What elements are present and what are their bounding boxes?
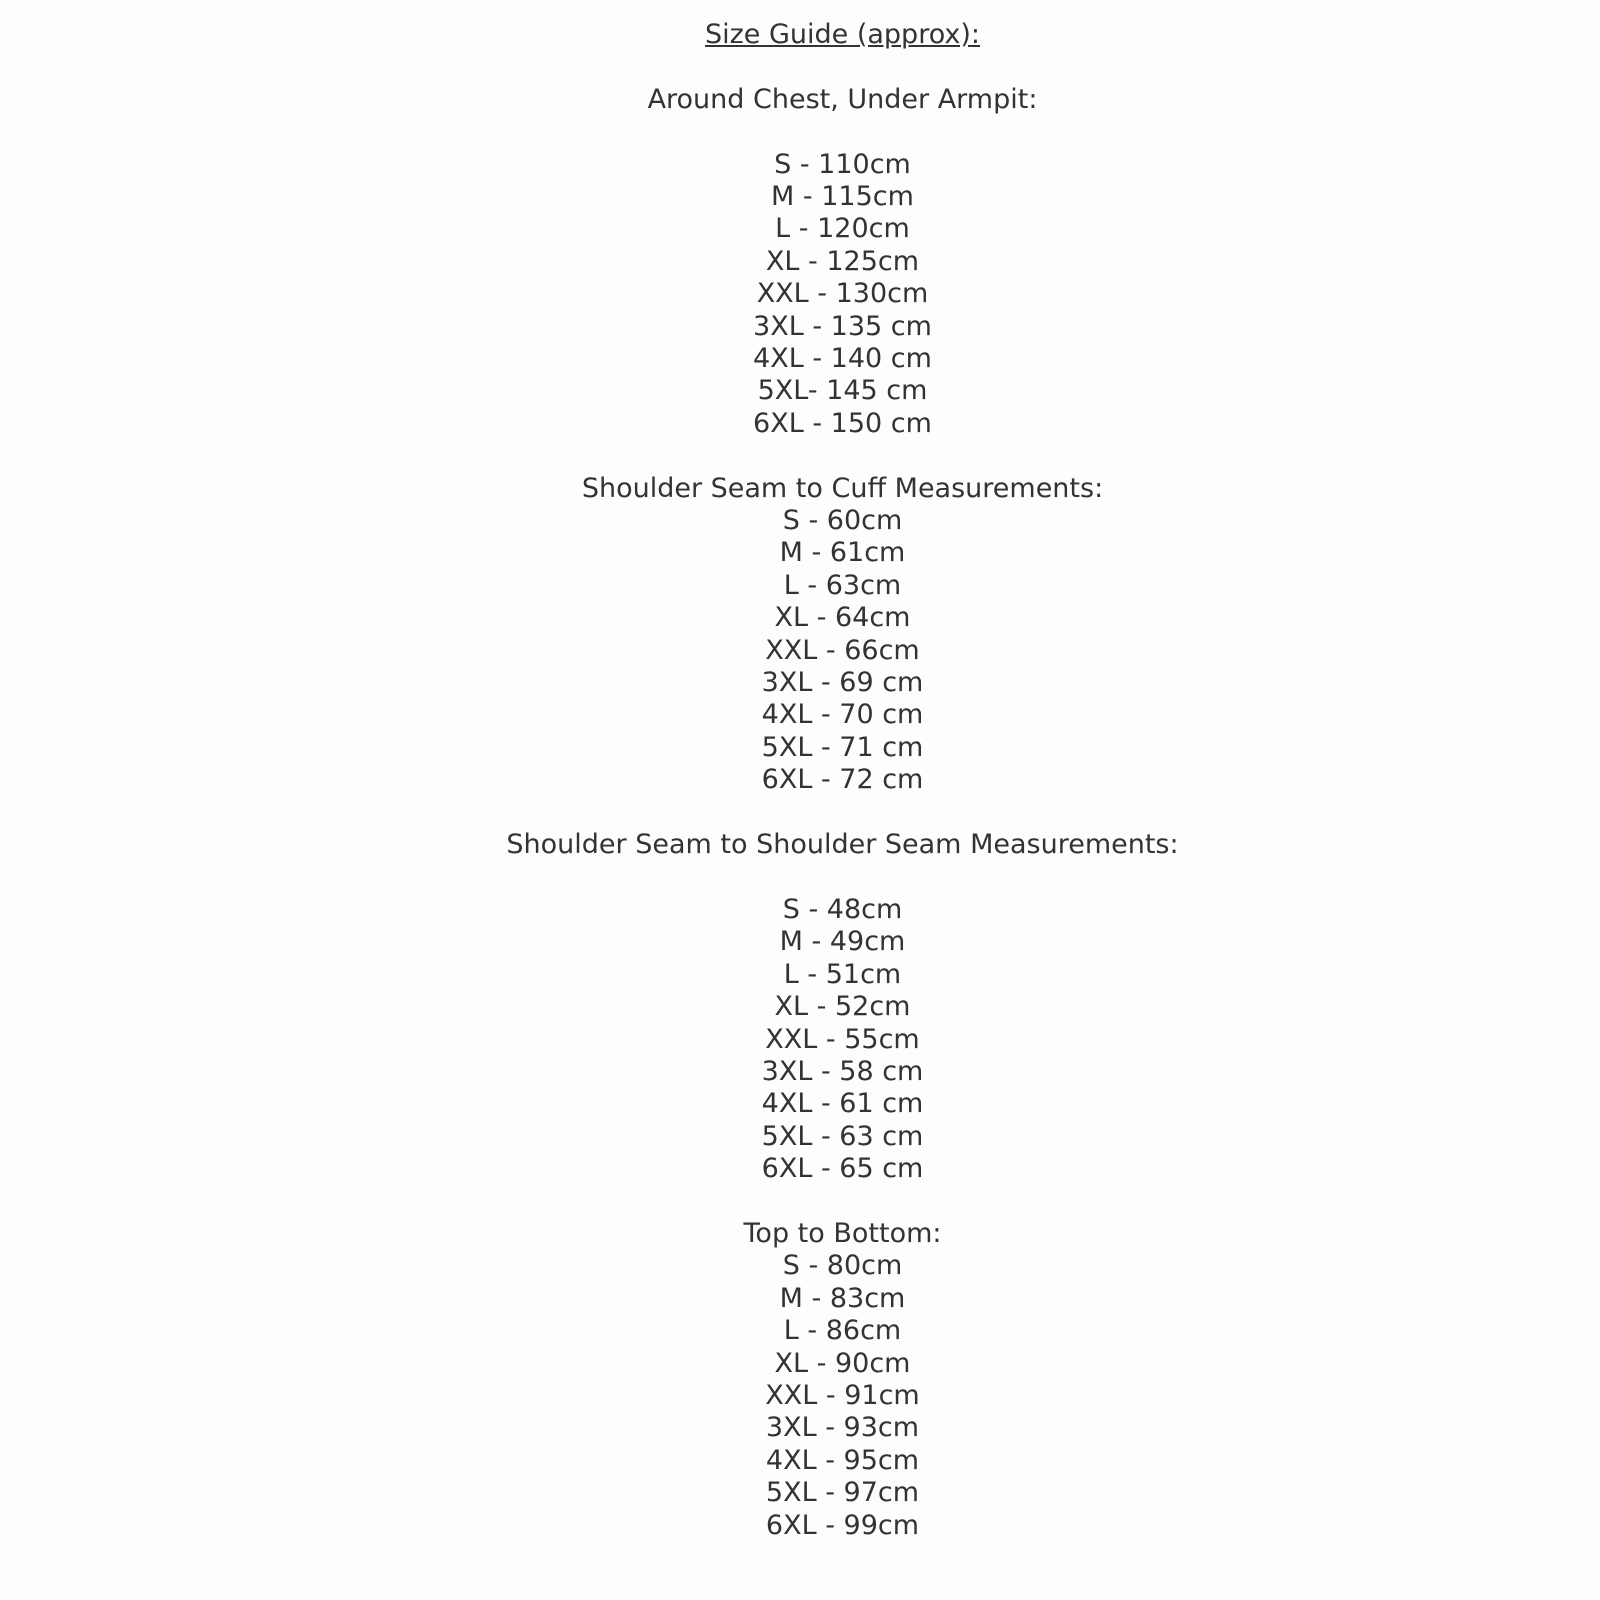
- size-line: L - 120cm: [775, 213, 910, 245]
- size-line: 4XL - 61 cm: [761, 1088, 924, 1120]
- size-line: XXL - 130cm: [756, 278, 929, 310]
- size-line: S - 48cm: [782, 893, 903, 925]
- size-line: 3XL - 58 cm: [761, 1055, 924, 1087]
- size-line: XL - 90cm: [774, 1347, 911, 1379]
- size-line: XL - 52cm: [774, 991, 911, 1023]
- size-line: XL - 125cm: [765, 245, 920, 277]
- size-line: 3XL - 93cm: [765, 1412, 920, 1444]
- section-seam-to-seam: [85, 829, 1600, 1185]
- size-line: 3XL - 135 cm: [753, 310, 932, 342]
- section-heading: Shoulder Seam to Cuff Measurements:: [581, 472, 1104, 504]
- size-line: M - 83cm: [779, 1282, 906, 1314]
- size-line: M - 61cm: [779, 537, 906, 569]
- size-line: 5XL - 71 cm: [761, 731, 924, 763]
- size-line: XXL - 91cm: [765, 1379, 920, 1411]
- section-heading: Around Chest, Under Armpit:: [647, 83, 1038, 115]
- size-line: 3XL - 69 cm: [761, 667, 924, 699]
- size-line: 6XL - 72 cm: [761, 764, 924, 796]
- size-line: S - 80cm: [782, 1250, 903, 1282]
- section-top-to-bottom: [85, 1218, 1600, 1542]
- size-line: 6XL - 150 cm: [753, 407, 932, 439]
- page-title: Size Guide (approx):: [704, 19, 981, 50]
- size-line: 6XL - 99cm: [765, 1509, 920, 1541]
- size-line: M - 115cm: [771, 181, 914, 212]
- size-line: XL - 64cm: [774, 602, 911, 634]
- section-seam-to-cuff: [85, 473, 1600, 797]
- size-line: 5XL- 145 cm: [757, 375, 928, 407]
- size-line: XXL - 66cm: [765, 634, 920, 666]
- section-around-chest: [85, 84, 1600, 440]
- size-line: L - 51cm: [783, 958, 902, 990]
- size-line: L - 86cm: [783, 1315, 902, 1347]
- size-line: 5XL - 97cm: [765, 1477, 920, 1509]
- size-line: 4XL - 70 cm: [761, 699, 924, 731]
- size-line: S - 60cm: [782, 505, 903, 537]
- size-line: 5XL - 63 cm: [761, 1120, 924, 1152]
- size-line: L - 63cm: [783, 569, 902, 601]
- size-line: 4XL - 140 cm: [753, 343, 932, 375]
- size-line: S - 110cm: [774, 148, 911, 180]
- size-line: 6XL - 65 cm: [761, 1153, 924, 1185]
- size-line: XXL - 55cm: [765, 1023, 920, 1055]
- size-line: M - 49cm: [779, 926, 906, 958]
- section-heading: Top to Bottom:: [743, 1217, 942, 1249]
- section-heading: Shoulder Seam to Shoulder Seam Measurements:: [506, 829, 1179, 861]
- size-line: 4XL - 95cm: [765, 1444, 920, 1476]
